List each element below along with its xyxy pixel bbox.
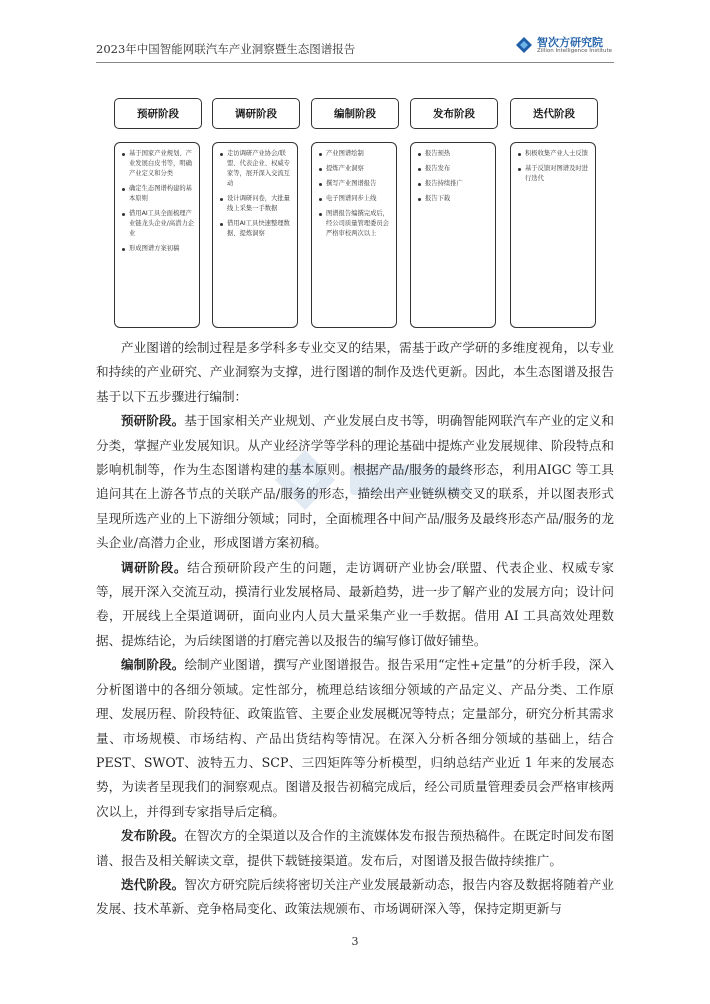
zhicifang-logo-icon xyxy=(515,36,533,54)
paragraph-lead: 预研阶段。 xyxy=(121,413,185,429)
iterate-paragraph xyxy=(96,873,614,922)
stage-item: 产业图谱绘制 xyxy=(326,149,392,159)
page-header xyxy=(0,0,710,62)
stage-item: 报告预热 xyxy=(425,149,491,159)
stage-item: 基于反馈对图谱及时进行迭代 xyxy=(525,164,591,184)
stage-item: 确定生态图谱构建的基本原则 xyxy=(129,184,195,204)
stage-items xyxy=(212,142,298,328)
paragraph-lead: 调研阶段。 xyxy=(121,559,188,575)
stage-item: 图谱报告编撰完成后，经公司质量管理委员会严格审校两次以上 xyxy=(326,209,392,239)
stage-item: 报告发布 xyxy=(425,164,491,174)
paragraph-text: 绘制产业图谱，撰写产业图谱报告。报告采用“定性+定量”的分析手段，深入分析图谱中的各细分领域。定性部分，梳理总结该细分领域的产品定义、产品分类、工作原理、发展历程、阶段特征、政策监管、主要企业发展概况等特点；定量部分，研究分析其需求量、市场规模、市场结构、产品出货结构等情况。在深入分析各细分领域的基础上，结合 PEST、SWOT、波特五力、SCP、三四矩阵等分析模型，归纳总结产业近 1 年来的发展态势，为读者呈现我们的洞察观点。图谱及报告初稿完成后，经公司质量管理委员会严格审核两次以上，并得到专家指导后定稿。 xyxy=(96,657,614,819)
stage-item: 走访调研产业协会/联盟、代表企业、权威专家等，展开深入交流互动 xyxy=(227,149,293,189)
stage-items xyxy=(311,142,397,328)
paragraph-text: 基于国家相关产业规划、产业发展白皮书等，明确智能网联汽车产业的定义和分类，掌握产业发展知识。从产业经济学等学科的理论基础中提炼产业发展规律、阶段特点和影响机制等，作为生态图谱构建的基本原则。根据产品/服务的最终形态，利用AIGC 等工具追问其在上游各节点的关联产品/服务的形态，描绘出产业链纵横交叉的联系，并以图表形式呈现所选产业的上下游细分领域；同时，全面梳理各中间产品/服务及最终形态产品/服务的龙头企业/高潜力企业，形成图谱方案初稿。 xyxy=(96,413,615,551)
stage-item: 基于国家产业规划、产业发展白皮书等，明确产业定义和分类 xyxy=(129,149,195,179)
research-paragraph xyxy=(96,556,614,654)
stage-item: 借用AI工具全面梳理产业链龙头企业/高潜力企业 xyxy=(129,210,195,237)
stage-item: 撰写产业图谱报告 xyxy=(326,179,392,189)
stage-items xyxy=(114,142,200,328)
intro-paragraph xyxy=(96,336,614,409)
page-number: 3 xyxy=(351,935,359,948)
report-title: 2023年中国智能网联汽车产业洞察暨生态图谱报告 xyxy=(96,42,356,56)
stage-items xyxy=(410,142,496,328)
paragraph-text: 结合预研阶段产生的问题，走访调研产业协会/联盟、代表企业、权威专家等，展开深入交流互动，摸清行业发展格局、最新趋势，进一步了解产业的发展方向；设计问卷，开展线上全渠道调研，面向业内人员大量采集产业一手数据。借用 AI 工具高效处理数据、提炼结论，为后续图谱的打磨完善以及报告的编写修订做好铺垫。 xyxy=(96,559,615,648)
paragraph-text: 智次方研究院后续将密切关注产业发展最新动态，报告内容及数据将随着产业发展、技术革新、竞争格局变化、政策法规颁布、市场调研深入等，保持定期更新与 xyxy=(96,876,615,917)
stage-item: 设计调研问卷，大批量线上采集一手数据 xyxy=(227,194,293,214)
brand-logo xyxy=(515,34,625,58)
stage-item: 电子图谱同步上线 xyxy=(326,194,392,204)
stage-title: 编制阶段 xyxy=(311,98,399,129)
publish-paragraph xyxy=(96,824,614,873)
paragraph-lead: 编制阶段。 xyxy=(121,657,185,673)
stage-item: 借用AI工具快速整理数据、提炼洞察 xyxy=(227,219,293,239)
brand-subtitle: Zillion Intelligence Institute xyxy=(537,48,613,54)
compile-paragraph xyxy=(96,653,614,824)
five-stage-diagram xyxy=(114,98,596,328)
paragraph-lead: 发布阶段。 xyxy=(121,828,185,844)
brand-name: 智次方研究院 xyxy=(537,36,603,49)
stage-title: 迭代阶段 xyxy=(510,98,598,129)
stage-item: 提炼产业洞察 xyxy=(326,164,392,174)
stage-title: 发布阶段 xyxy=(410,98,498,129)
stage-item: 形成图谱方案初稿 xyxy=(129,244,195,254)
header-divider xyxy=(96,62,614,63)
body-content xyxy=(96,336,614,922)
stage-items xyxy=(510,142,596,328)
paragraph-text: 产业图谱的绘制过程是多学科多专业交叉的结果，需基于政产学研的多维度视角，以专业和持续的产业研究、产业洞察为支撑，进行图谱的制作及迭代更新。因此，本生态图谱及报告基于以下五步骤进行编制： xyxy=(96,340,614,404)
stage-item: 报告持续推广 xyxy=(425,179,491,189)
stage-item: 积极收集产业人士反馈 xyxy=(525,149,591,159)
paragraph-lead: 迭代阶段。 xyxy=(121,876,185,892)
paragraph-text: 在智次方的全渠道以及合作的主流媒体发布报告预热稿件。在既定时间发布图谱、报告及相关解读文章，提供下载链接渠道。发布后，对图谱及报告做持续推广。 xyxy=(96,828,615,868)
stage-title: 预研阶段 xyxy=(114,98,202,129)
stage-item: 报告下载 xyxy=(425,194,491,204)
preresearch-paragraph xyxy=(96,409,614,555)
stage-title: 调研阶段 xyxy=(212,98,300,129)
